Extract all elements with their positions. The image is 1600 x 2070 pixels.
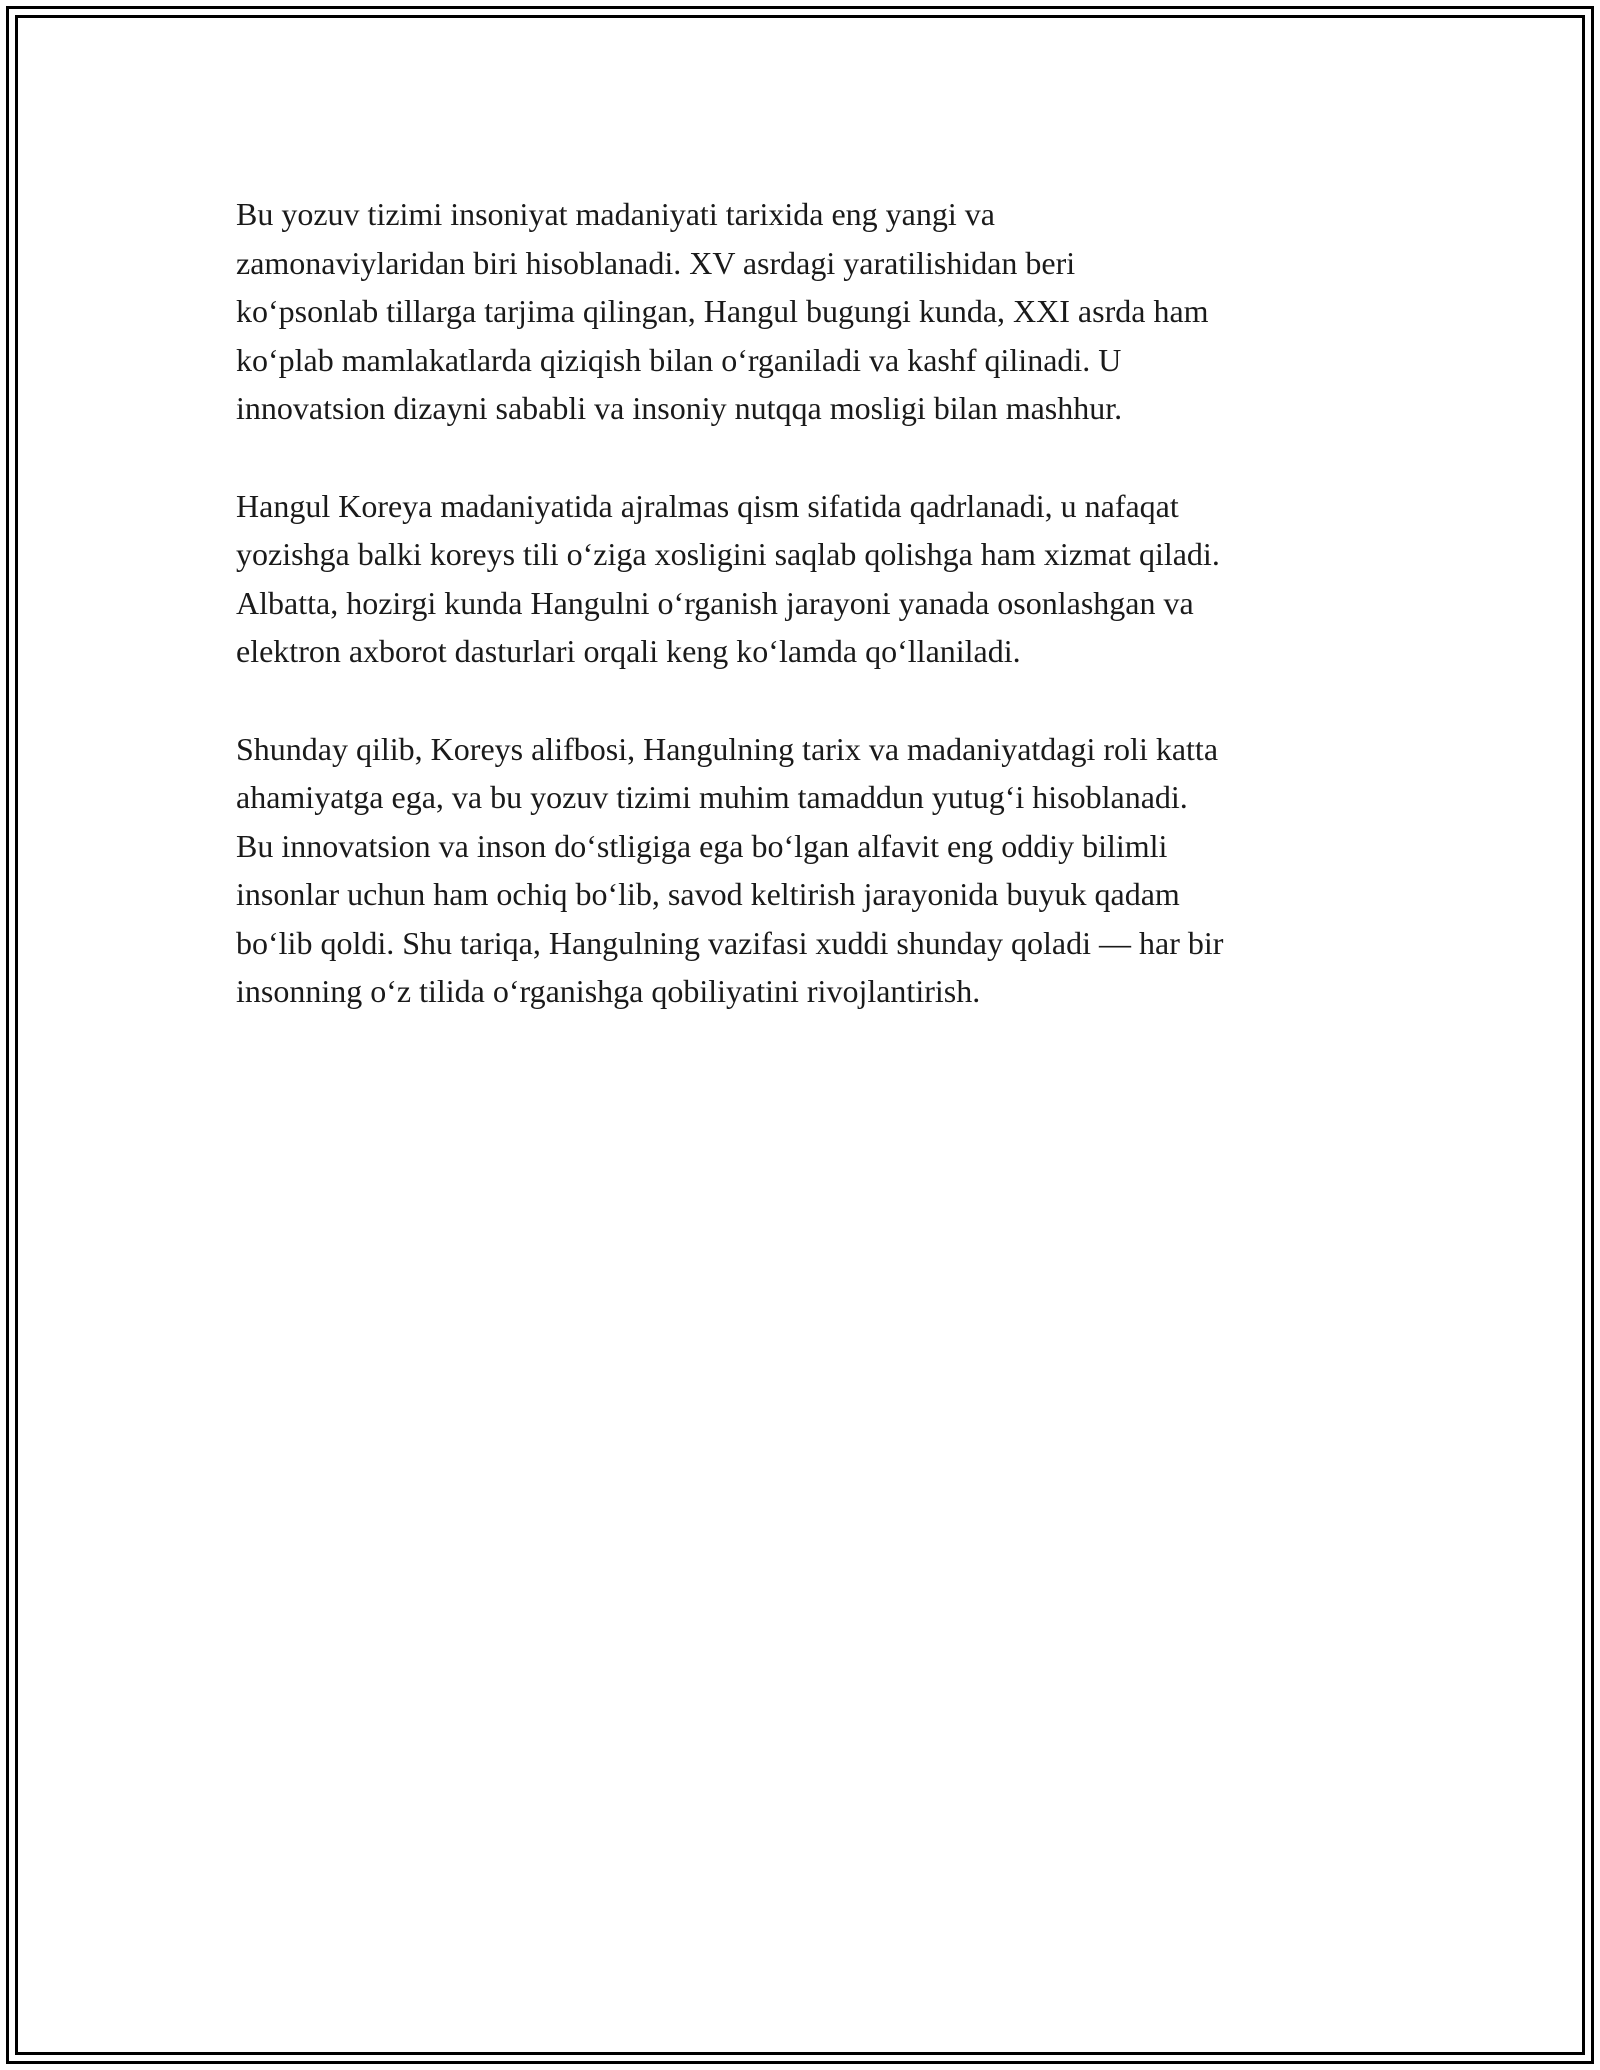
text-line: insonning o‘z tilida o‘rganishga qobiliyatini rivojlantirish.: [236, 973, 981, 1009]
text-line: Shunday qilib, Koreys alifbosi, Hangulning tarix va madaniyatdagi roli katta: [236, 730, 1219, 767]
text-line: ahamiyatga ega, va bu yozuv tizimi muhim tamaddun yutug‘i hisoblanadi.: [236, 779, 1188, 815]
text-line: insonlar uchun ham ochiq bo‘lib, savod keltirish jarayonida buyuk qadam: [236, 876, 1180, 912]
paragraph-1: [236, 190, 1386, 433]
text-line: innovatsion dizayni sababli va insoniy nutqqa mosligi bilan mashhur.: [236, 390, 1123, 426]
text-line: elektron axborot dasturlari orqali keng ko‘lamda qo‘llaniladi.: [236, 633, 1021, 669]
paragraph-3: [236, 725, 1386, 1016]
text-line: zamonaviylaridan biri hisoblanadi. XV asrdagi yaratilishidan beri: [236, 244, 1076, 281]
paragraph-2: [236, 482, 1386, 676]
text-line: Albatta, hozirgi kunda Hangulni o‘rganish jarayoni yanada osonlashgan va: [236, 584, 1194, 621]
text-line: Bu yozuv tizimi insoniyat madaniyati tarixida eng yangi va: [236, 196, 995, 232]
text-line: ko‘plab mamlakatlarda qiziqish bilan o‘rganiladi va kashf qilinadi. U: [236, 341, 1122, 378]
text-line: Hangul Koreya madaniyatida ajralmas qism sifatida qadrlanadi, u nafaqat: [236, 487, 1179, 524]
text-line: ko‘psonlab tillarga tarjima qilingan, Hangul bugungi kunda, XXI asrda ham: [236, 293, 1209, 329]
document-body: [236, 190, 1386, 1065]
text-line: Bu innovatsion va inson do‘stligiga ega bo‘lgan alfavit eng oddiy bilimli: [236, 827, 1168, 864]
text-line: yozishga balki koreys tili o‘ziga xosligini saqlab qolishga ham xizmat qiladi.: [236, 536, 1220, 572]
text-line: bo‘lib qoldi. Shu tariqa, Hangulning vazifasi xuddi shunday qoladi — har bir: [236, 924, 1224, 961]
